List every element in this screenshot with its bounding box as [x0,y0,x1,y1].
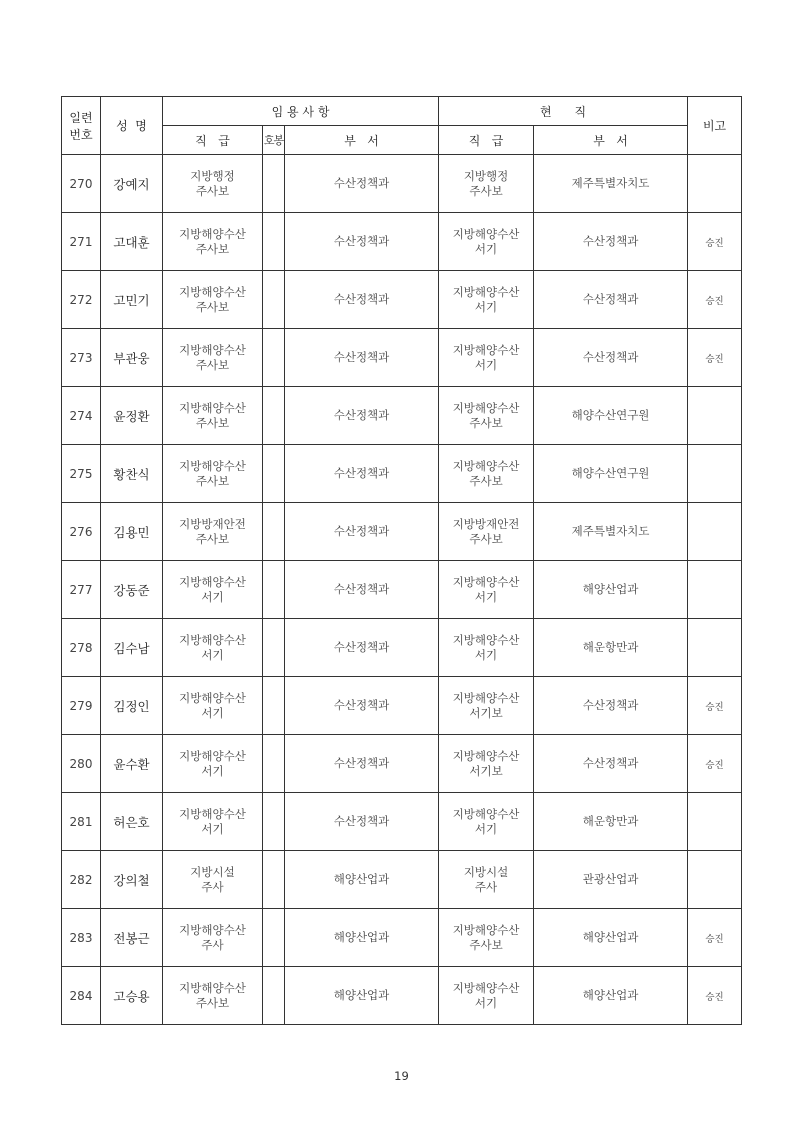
appointed-grade-line: 지방해양수산 [179,342,246,357]
appointed-department: 해양산업과 [285,967,439,1025]
current-grade [439,387,534,445]
appointed-grade-line: 지방해양수산 [179,748,246,763]
appointed-grade [163,909,263,967]
employee-name: 강예지 [101,155,163,213]
appointed-grade [163,793,263,851]
table-row [62,213,742,271]
appointed-grade-line: 주사보 [195,473,230,488]
appointed-grade-line: 지방해양수산 [179,574,246,589]
appointed-department: 수산정책과 [285,271,439,329]
current-grade-line: 서기 [474,241,498,256]
appointed-grade-line: 서기 [201,705,224,720]
current-grade-line: 서기보 [469,705,503,720]
table-row [62,735,742,793]
row-number: 280 [62,735,101,793]
employee-name: 윤정환 [101,387,163,445]
table-body [62,155,742,1025]
header-serial-line-2: 번호 [69,127,93,142]
remark [688,503,742,561]
row-number: 270 [62,155,101,213]
employee-name: 강동준 [101,561,163,619]
table-row [62,387,742,445]
current-grade [439,851,534,909]
current-department: 제주특별자치도 [534,155,688,213]
appointed-department: 수산정책과 [285,445,439,503]
current-grade-line: 서기 [474,647,498,662]
appointed-department: 수산정책과 [285,677,439,735]
row-number: 278 [62,619,101,677]
table-row [62,503,742,561]
appointed-department: 수산정책과 [285,213,439,271]
row-number: 272 [62,271,101,329]
appointed-step [263,619,285,677]
header-serial-number [62,97,101,155]
appointed-grade-line: 지방해양수산 [179,806,246,821]
current-grade-line: 서기 [474,821,498,836]
table-row [62,851,742,909]
appointed-step [263,445,285,503]
current-department: 수산정책과 [534,329,688,387]
current-grade-line: 지방해양수산 [452,226,520,241]
remark: 승진 [688,329,742,387]
current-grade-line: 서기 [474,299,498,314]
header-current-grade: 직 급 [439,126,534,155]
appointed-grade [163,851,263,909]
appointed-department: 수산정책과 [285,561,439,619]
header-note: 비고 [688,97,742,155]
employee-name: 고민기 [101,271,163,329]
appointed-department: 수산정책과 [285,619,439,677]
appointed-grade-line: 주사 [201,937,224,952]
current-grade-line: 주사보 [469,473,503,488]
current-grade [439,619,534,677]
employee-name: 부관웅 [101,329,163,387]
current-department: 제주특별자치도 [534,503,688,561]
appointed-grade [163,967,263,1025]
employee-name: 강의철 [101,851,163,909]
appointed-grade-line: 지방해양수산 [179,980,246,995]
appointed-department: 수산정책과 [285,793,439,851]
table-row [62,561,742,619]
remark [688,387,742,445]
current-grade-line: 지방시설 [463,864,509,879]
current-department: 해운항만과 [534,793,688,851]
row-number: 276 [62,503,101,561]
appointed-department: 수산정책과 [285,735,439,793]
current-department: 해양산업과 [534,561,688,619]
appointed-step [263,213,285,271]
current-grade-line: 지방해양수산 [452,284,520,299]
current-grade-line: 지방해양수산 [452,806,520,821]
current-department: 수산정책과 [534,271,688,329]
current-grade-line: 지방해양수산 [452,574,520,589]
current-grade [439,909,534,967]
row-number: 274 [62,387,101,445]
current-grade [439,735,534,793]
current-department: 수산정책과 [534,213,688,271]
row-number: 284 [62,967,101,1025]
appointed-grade-line: 서기 [201,647,224,662]
row-number: 275 [62,445,101,503]
remark: 승진 [688,677,742,735]
current-grade-line: 지방해양수산 [452,980,520,995]
header-current-department: 부 서 [534,126,688,155]
appointed-department: 수산정책과 [285,155,439,213]
appointed-department: 수산정책과 [285,329,439,387]
current-grade-line: 지방행정 [463,168,509,183]
table-row [62,909,742,967]
appointed-department: 수산정책과 [285,387,439,445]
current-grade-line: 서기 [474,995,498,1010]
appointed-grade [163,677,263,735]
remark: 승진 [688,967,742,1025]
appointed-grade [163,271,263,329]
appointed-step [263,851,285,909]
appointed-step [263,329,285,387]
current-grade [439,271,534,329]
appointed-grade [163,155,263,213]
current-grade-line: 지방해양수산 [452,690,520,705]
appointed-grade-line: 주사보 [195,357,230,372]
employee-name: 황찬식 [101,445,163,503]
appointed-grade [163,213,263,271]
header-current-position: 현 직 [439,97,688,126]
table-row [62,967,742,1025]
header-name: 성 명 [101,97,163,155]
appointed-grade-line: 주사보 [195,241,230,256]
appointed-step [263,677,285,735]
remark: 승진 [688,909,742,967]
appointed-grade [163,619,263,677]
appointed-grade-line: 서기 [201,589,224,604]
current-grade [439,155,534,213]
appointed-step [263,793,285,851]
row-number: 279 [62,677,101,735]
table-row [62,329,742,387]
appointed-step [263,271,285,329]
current-grade-line: 서기 [474,357,498,372]
table-row [62,793,742,851]
appointed-grade-line: 지방행정 [190,168,235,183]
remark: 승진 [688,271,742,329]
appointed-grade-line: 주사보 [195,183,230,198]
table-row [62,155,742,213]
appointed-department: 해양산업과 [285,909,439,967]
appointed-step [263,155,285,213]
employee-name: 전봉근 [101,909,163,967]
appointed-grade-line: 주사보 [195,299,230,314]
appointed-grade [163,445,263,503]
current-grade [439,793,534,851]
appointed-grade [163,735,263,793]
remark [688,851,742,909]
row-number: 283 [62,909,101,967]
current-grade-line: 지방해양수산 [452,632,520,647]
appointed-grade-line: 지방해양수산 [179,458,246,473]
row-number: 271 [62,213,101,271]
current-department: 해운항만과 [534,619,688,677]
remark [688,793,742,851]
appointed-grade-line: 지방해양수산 [179,690,246,705]
appointed-step [263,909,285,967]
appointed-grade-line: 지방해양수산 [179,284,246,299]
current-grade-line: 주사보 [469,531,503,546]
current-grade [439,677,534,735]
employee-name: 윤수환 [101,735,163,793]
current-department: 해양산업과 [534,909,688,967]
current-grade-line: 지방해양수산 [452,400,520,415]
current-grade [439,561,534,619]
current-grade [439,967,534,1025]
current-grade-line: 주사보 [469,183,503,198]
row-number: 282 [62,851,101,909]
appointed-grade-line: 지방방재안전 [179,516,246,531]
employee-name: 고승용 [101,967,163,1025]
employee-name: 고대훈 [101,213,163,271]
appointed-grade [163,503,263,561]
appointed-grade [163,329,263,387]
current-grade-line: 지방해양수산 [452,748,520,763]
employee-name: 허은호 [101,793,163,851]
appointed-grade [163,561,263,619]
table-row [62,619,742,677]
current-grade-line: 지방해양수산 [452,922,520,937]
page-number: 19 [394,1069,409,1083]
remark [688,155,742,213]
current-department: 관광산업과 [534,851,688,909]
row-number: 281 [62,793,101,851]
current-grade-line: 지방방재안전 [452,516,520,531]
appointed-grade-line: 지방시설 [190,864,235,879]
header-appointment-department: 부 서 [285,126,439,155]
employee-name: 김정인 [101,677,163,735]
current-grade [439,213,534,271]
appointed-grade-line: 지방해양수산 [179,226,246,241]
personnel-table [61,96,742,1025]
current-grade-line: 주사보 [469,937,503,952]
header-appointment-step: 호봉 [263,126,285,155]
current-department: 해양수산연구원 [534,387,688,445]
appointed-step [263,735,285,793]
current-grade-line: 주사보 [469,415,503,430]
appointed-grade-line: 주사보 [195,531,230,546]
table-row [62,445,742,503]
appointed-grade-line: 서기 [201,821,224,836]
header-appointment-grade: 직 급 [163,126,263,155]
current-grade-line: 지방해양수산 [452,458,520,473]
current-department: 수산정책과 [534,735,688,793]
appointed-step [263,503,285,561]
current-grade [439,445,534,503]
header-appointment: 임 용 사 항 [163,97,439,126]
row-number: 273 [62,329,101,387]
employee-name: 김수남 [101,619,163,677]
appointed-grade-line: 주사보 [195,415,230,430]
current-grade [439,329,534,387]
current-grade-line: 서기 [474,589,498,604]
appointed-step [263,561,285,619]
appointed-department: 수산정책과 [285,503,439,561]
employee-name: 김용민 [101,503,163,561]
current-grade-line: 서기보 [469,763,503,778]
appointed-grade-line: 주사 [201,879,224,894]
remark: 승진 [688,735,742,793]
table-row [62,271,742,329]
remark [688,445,742,503]
current-grade-line: 주사 [474,879,498,894]
current-grade [439,503,534,561]
appointed-grade-line: 지방해양수산 [179,632,246,647]
appointed-department: 해양산업과 [285,851,439,909]
current-department: 해양산업과 [534,967,688,1025]
row-number: 277 [62,561,101,619]
table-row [62,677,742,735]
appointed-step [263,387,285,445]
current-grade-line: 지방해양수산 [452,342,520,357]
table-header [62,97,742,155]
remark [688,619,742,677]
appointed-grade-line: 서기 [201,763,224,778]
current-department: 해양수산연구원 [534,445,688,503]
remark: 승진 [688,213,742,271]
remark [688,561,742,619]
appointed-grade-line: 지방해양수산 [179,922,246,937]
current-department: 수산정책과 [534,677,688,735]
appointed-grade-line: 지방해양수산 [179,400,246,415]
appointed-step [263,967,285,1025]
appointed-grade [163,387,263,445]
appointed-grade-line: 주사보 [195,995,230,1010]
header-serial-line-1: 일련 [69,110,93,125]
